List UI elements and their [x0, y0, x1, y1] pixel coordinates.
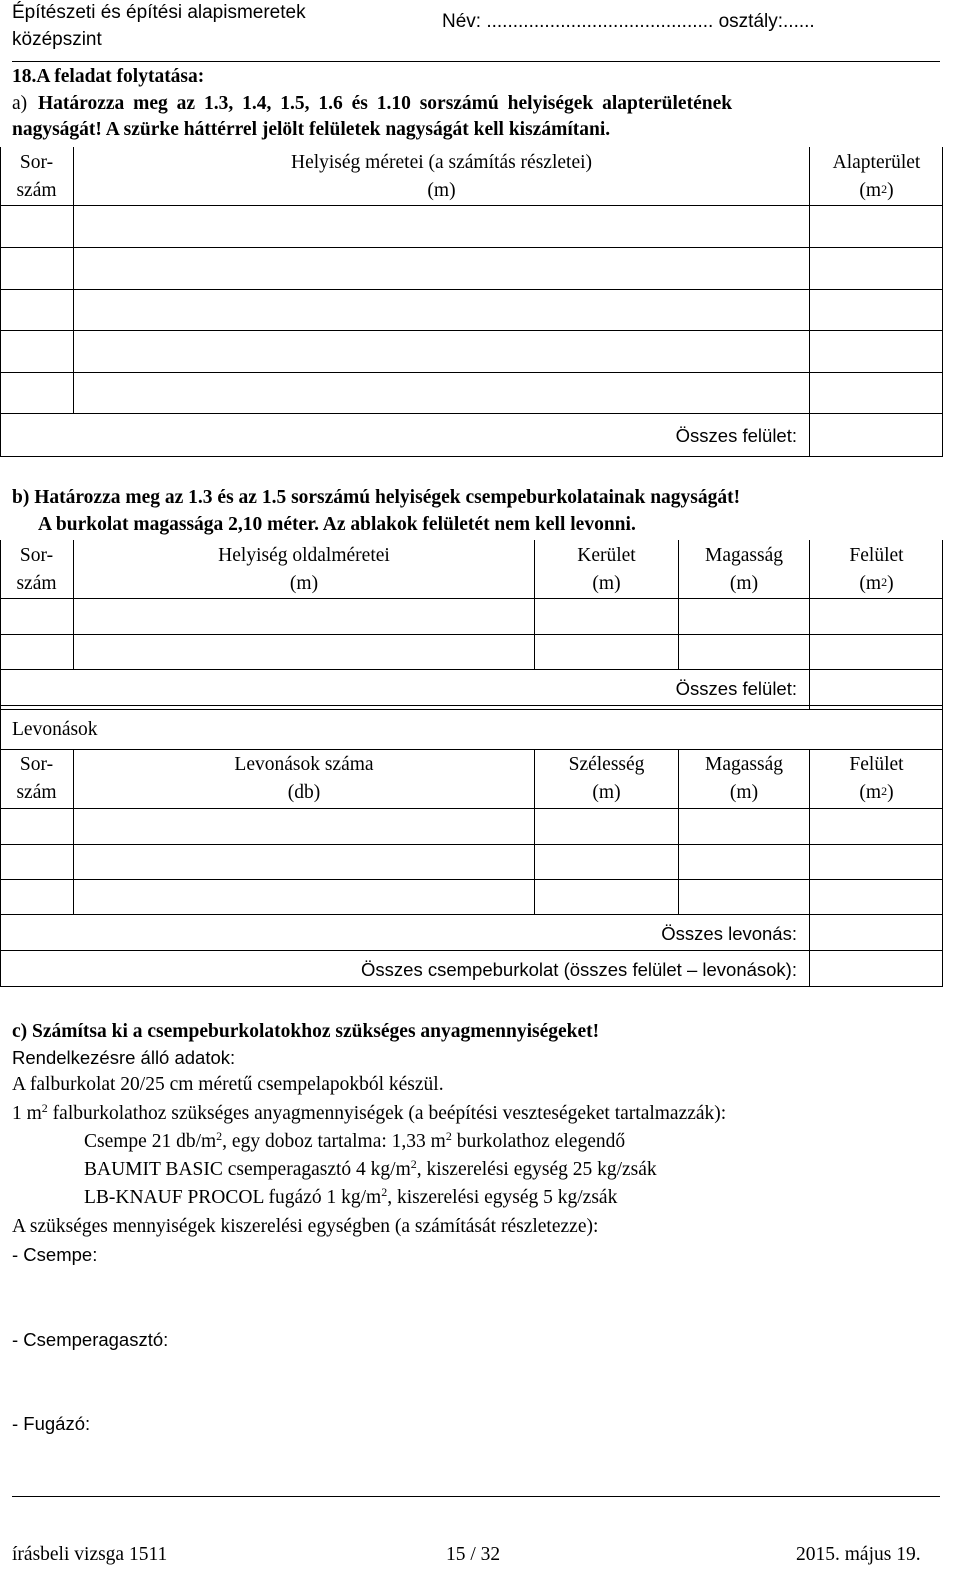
needed-quantities-line: A szükséges mennyiségek kiszerelési egységben (a számítását részletezze):	[12, 1216, 599, 1237]
deductions-label: Levonások	[12, 719, 98, 740]
answer-grout-label: - Fugázó:	[12, 1413, 91, 1434]
exam-date: 2015. május 19.	[796, 1544, 921, 1565]
total-deduction-label: Összes levonás:	[661, 923, 797, 944]
col-count-header: Levonások száma (db)	[234, 754, 374, 803]
task-a-text-2: nagyságát! A szürke háttérrel jelölt felületek nagyságát kell kiszámítani.	[12, 119, 611, 140]
col-number-header: Sor- szám	[16, 754, 57, 803]
tile-requirement: Csempe 21 $db/m^2$, egy doboz tartalma: 1,33 $m^2$ burkolathoz elegendő	[84, 1129, 626, 1152]
col-dimensions-header: Helyiség méretei (a számítás részletei) (m)	[290, 152, 593, 201]
grout-requirement: LB-KNAUF PROCOL fugázó 1 $kg/m^2$, kiszerelési egység 5 kg/zsák	[84, 1185, 618, 1208]
col-number-header: Sor- szám	[16, 545, 57, 594]
col-surface-header: Felület $(m^2)$	[849, 545, 904, 594]
task-a-text-1: Határozza meg az 1.3, 1.4, 1.5, 1.6 és 1.10 sorszámú helyiségek alapterületének	[38, 93, 733, 114]
subject-title: Építészeti és építési alapismeretek	[12, 2, 306, 23]
total-tiling-label: Összes csempeburkolat (összes felület – levonások):	[361, 959, 797, 980]
col-height-header: Magasság (m)	[705, 754, 783, 803]
col-perimeter-header: Kerület (m)	[577, 545, 636, 594]
col-sides-header: Helyiség oldalméretei (m)	[218, 545, 390, 594]
task-c-title: c) Számítsa ki a csempeburkolatokhoz szükséges anyagmennyiségeket!	[12, 1021, 600, 1042]
col-area-header: Alapterület $(m^2)$	[832, 152, 921, 201]
available-data-label: Rendelkezésre álló adatok:	[12, 1047, 236, 1068]
task-b-text-1: b) Határozza meg az 1.3 és az 1.5 sorszámú helyiségek csempeburkolatainak nagyságát!	[12, 487, 741, 508]
task-b-text-2: A burkolat magassága 2,10 méter. Az ablakok felületét nem kell levonni.	[38, 514, 636, 535]
requirements-line: 1 $m^2$ falburkolathoz szükséges anyagmennyiségek (a beépítési veszteségeket tartalmazzák):	[12, 1101, 727, 1124]
exam-code: írásbeli vizsga 1511	[12, 1544, 168, 1565]
col-height-header: Magasság (m)	[705, 545, 783, 594]
subject-level: középszint	[12, 29, 102, 50]
header-rule	[12, 61, 940, 62]
task-a-label: a)	[12, 93, 28, 114]
task-title: 18.A feladat folytatása:	[12, 66, 205, 87]
col-surface-header: Felület $(m^2)$	[849, 754, 904, 803]
name-class-field: Név: ........................................... osztály:......	[442, 11, 815, 32]
total-area-label: Összes felület:	[675, 425, 797, 446]
page-number: 15 / 32	[446, 1544, 501, 1565]
col-number-header: Sor- szám	[16, 152, 57, 201]
total-wall-area-label: Összes felület:	[675, 678, 797, 699]
adhesive-requirement: BAUMIT BASIC csemperagasztó 4 $kg/m^2$, kiszerelési egység 25 kg/zsák	[84, 1157, 657, 1180]
answer-tiles-label: - Csempe:	[12, 1244, 98, 1265]
footer-rule	[12, 1496, 940, 1497]
answer-adhesive-label: - Csemperagasztó:	[12, 1329, 169, 1350]
col-width-header: Szélesség (m)	[568, 754, 645, 803]
tile-size-line: A falburkolat 20/25 cm méretű csempelapokból készül.	[12, 1074, 444, 1095]
